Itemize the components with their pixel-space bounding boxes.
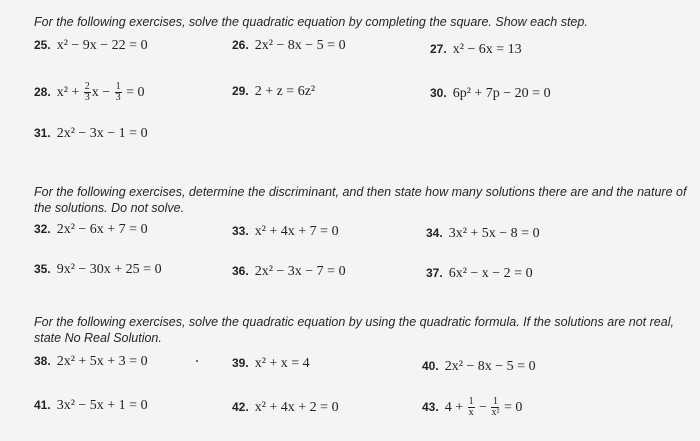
instruction-discriminant: For the following exercises, determine the discriminant, and then state how many solutions there are and the nature of the solutions. Do not solve. xyxy=(34,185,687,215)
exercise-29 xyxy=(232,84,315,100)
exercise-28 xyxy=(34,82,145,103)
equation: 2x² − 3x − 1 = 0 xyxy=(56,126,148,141)
numerator: 1 xyxy=(492,396,498,407)
equation: 3x² − 5x + 1 = 0 xyxy=(56,398,148,413)
exercise-41 xyxy=(34,398,148,414)
fraction xyxy=(491,397,499,418)
exercise-number: 27. xyxy=(430,42,447,56)
exercise-number: 36. xyxy=(232,264,249,278)
numerator: 1 xyxy=(468,396,474,407)
equation-part: − xyxy=(479,399,487,415)
denominator: 3 xyxy=(115,92,121,103)
exercise-39 xyxy=(232,356,310,372)
equation: x² − 6x = 13 xyxy=(452,42,522,57)
equation: 6p² + 7p − 20 = 0 xyxy=(452,86,551,101)
exercise-38 xyxy=(34,354,148,370)
exercise-number: 39. xyxy=(232,356,249,370)
exercise-36 xyxy=(232,264,346,280)
exercise-number: 28. xyxy=(34,84,51,99)
denominator: 3 xyxy=(84,92,90,103)
equation: 2x² − 8x − 5 = 0 xyxy=(254,38,346,53)
exercise-number: 30. xyxy=(430,86,447,100)
exercise-number: 43. xyxy=(422,399,439,414)
equation: 2x² − 6x + 7 = 0 xyxy=(56,222,148,237)
exercise-number: 42. xyxy=(232,400,249,414)
exercise-number: 31. xyxy=(34,126,51,140)
exercise-27 xyxy=(430,42,522,58)
equation: x² + 4x + 7 = 0 xyxy=(254,224,339,239)
numerator: 1 xyxy=(115,81,121,92)
exercise-number: 29. xyxy=(232,84,249,98)
fraction xyxy=(84,82,91,103)
exercise-34 xyxy=(426,226,540,242)
equation-part: x² + xyxy=(56,84,80,100)
fraction xyxy=(468,397,475,418)
exercise-33 xyxy=(232,224,339,240)
equation: 2 + z = 6z² xyxy=(254,84,316,99)
denominator: x² xyxy=(491,407,500,418)
equation-part: x − xyxy=(91,84,111,100)
exercise-number: 32. xyxy=(34,222,51,236)
exercise-42 xyxy=(232,400,339,416)
exercise-35 xyxy=(34,262,162,278)
exercise-31 xyxy=(34,126,148,142)
exercise-43 xyxy=(422,397,522,418)
exercise-30 xyxy=(430,86,551,102)
exercise-number: 35. xyxy=(34,262,51,276)
equation: 3x² + 5x − 8 = 0 xyxy=(448,226,540,241)
exercise-number: 40. xyxy=(422,359,439,373)
denominator: x xyxy=(468,407,474,418)
instruction-completing-square: For the following exercises, solve the quadratic equation by completing the square. Show each step. xyxy=(34,15,588,29)
numerator: 2 xyxy=(84,81,90,92)
exercise-number: 26. xyxy=(232,38,249,52)
equation: x² + 4x + 2 = 0 xyxy=(254,400,339,415)
stray-mark xyxy=(196,360,198,362)
exercise-number: 37. xyxy=(426,266,443,280)
exercise-number: 38. xyxy=(34,354,51,368)
equation-part: = 0 xyxy=(126,84,145,100)
equation: 2x² − 3x − 7 = 0 xyxy=(254,264,346,279)
equation: 2x² + 5x + 3 = 0 xyxy=(56,354,148,369)
exercise-number: 41. xyxy=(34,398,51,412)
exercise-40 xyxy=(422,359,536,375)
exercise-number: 25. xyxy=(34,38,51,52)
equation-part: = 0 xyxy=(503,399,523,415)
equation: x² − 9x − 22 = 0 xyxy=(56,38,148,53)
exercise-26 xyxy=(232,38,346,54)
instruction-quadratic-formula: For the following exercises, solve the quadratic equation by using the quadratic formula. If the solutions are not real, state No Real Solution. xyxy=(34,315,674,345)
equation: x² + x = 4 xyxy=(254,356,310,371)
equation-part: 4 + xyxy=(444,399,464,415)
exercise-number: 34. xyxy=(426,226,443,240)
fraction xyxy=(115,82,122,103)
exercise-number: 33. xyxy=(232,224,249,238)
equation: 2x² − 8x − 5 = 0 xyxy=(444,359,536,374)
equation: 9x² − 30x + 25 = 0 xyxy=(56,262,162,277)
equation: 6x² − x − 2 = 0 xyxy=(448,266,533,281)
exercise-37 xyxy=(426,266,533,282)
exercise-25 xyxy=(34,38,148,54)
exercise-32 xyxy=(34,222,148,238)
